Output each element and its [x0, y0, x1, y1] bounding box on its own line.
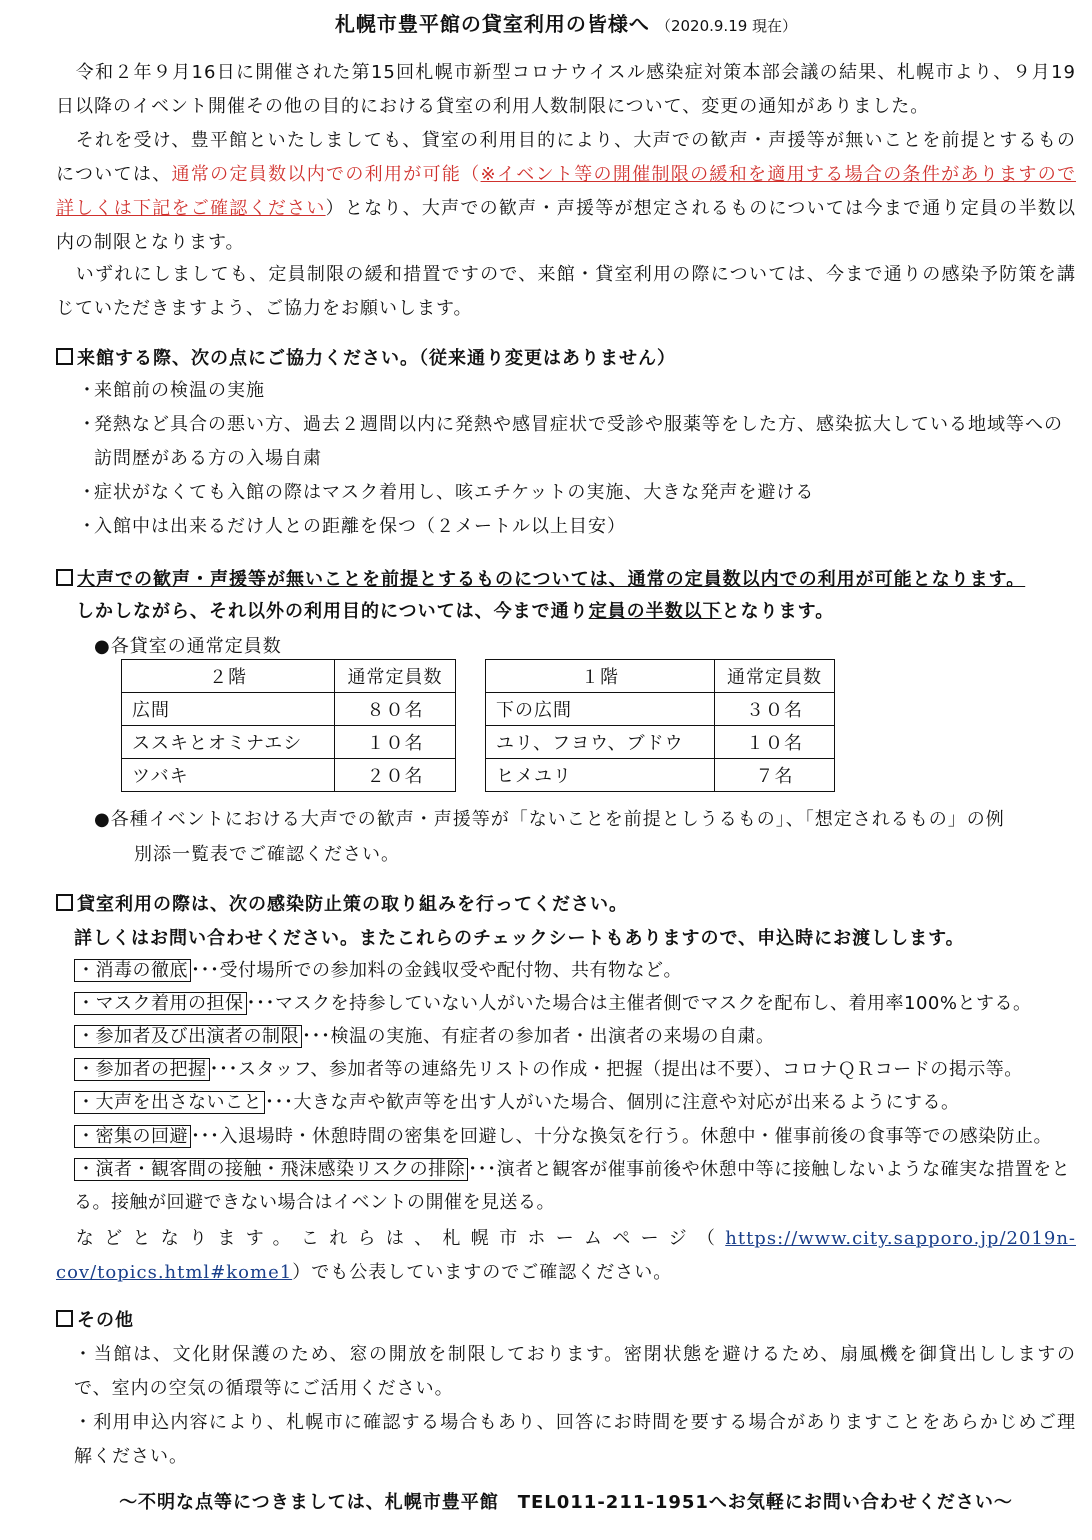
measure-label: ・マスク着用の担保: [74, 992, 247, 1015]
closing-text-b: ）でも公表していますのでご確認ください。: [292, 1262, 673, 1283]
list-item-text: 症状がなくても入館の際はマスク着用し、咳エチケットの実施、大きな発声を避ける: [94, 482, 815, 503]
measure-item: [74, 1120, 1076, 1153]
capacity-table-1f: [485, 659, 835, 792]
room-name: 広間: [122, 693, 335, 726]
section3-heading-text: 貸室利用の際は、次の感染防止策の取り組みを行ってください。: [77, 894, 628, 915]
room-capacity: １０名: [335, 726, 456, 759]
measure-item: [74, 1153, 1076, 1219]
intro-p2-text-a: それを受け、豊平館といたしましても、貸室の利用目的により、大声での歓声・声援等が無いことを前提とするものについては、: [56, 130, 1076, 185]
closing-text-a: などとなります。これらは、札幌市ホームページ（: [75, 1228, 726, 1249]
section2-heading: [56, 565, 1025, 591]
date-note: （2020.9.19 現在）: [655, 17, 798, 35]
measure-label: ・演者・観客間の接触・飛沫感染リスクの排除: [74, 1158, 468, 1181]
section3-subheading: 詳しくはお問い合わせください。またこれらのチェックシートもありますので、申込時にお渡しします。: [74, 928, 965, 949]
section4-heading: [56, 1306, 134, 1332]
measure-label: ・参加者及び出演者の制限: [74, 1025, 302, 1048]
other-item: ・利用申込内容により、札幌市に確認する場合もあり、回答にお時間を要する場合がありますことをあらかじめご理解ください。: [74, 1412, 1076, 1467]
measure-label: ・大声を出さないこと: [74, 1091, 265, 1114]
measure-label: ・消毒の徹底: [74, 959, 191, 982]
measure-text: ･･･受付場所での参加料の金銭収受や配付物、共有物など。: [191, 960, 682, 981]
contact-footer: ～不明な点等につきましては、札幌市豊平館 TEL011-211-1951へお気軽にお問い合わせください～: [119, 1492, 1013, 1513]
measure-text: ･･･演者と観客が催事前後や休憩中等に接触しないような確実な措置をとる。接触が回避できない場合はイベントの開催を見送る。: [74, 1159, 1071, 1213]
list-item-text: 入館中は出来るだけ人との距離を保つ（２メートル以上目安）: [94, 516, 626, 537]
room-capacity: ３０名: [715, 693, 835, 726]
section2-sub-text-a: しかしながら、それ以外の利用目的については、今まで通り: [76, 601, 589, 622]
measure-text: ･･･マスクを持参していない人がいた場合は主催者側でマスクを配布し、着用率100%とする。: [246, 993, 1032, 1014]
measure-text: ･･･検温の実施、有症者の参加者・出演者の来場の自粛。: [302, 1026, 775, 1047]
table-header-cell: ２階: [122, 660, 335, 693]
capacity-label: ●各貸室の通常定員数: [94, 636, 282, 657]
section2-heading-text: 大声での歓声・声援等が無いことを前提とするものについては、通常の定員数以内での利用が可能となります。: [77, 569, 1026, 590]
measure-label: ・密集の回避: [74, 1125, 191, 1148]
list-item: ・ 来館前の検温の実施: [78, 374, 1076, 408]
measure-item: [74, 954, 1076, 987]
city-homepage-link[interactable]: https://www.city.sapporo.jp/2019n-cov/topics.html#kome1: [56, 1228, 1076, 1283]
page-title: [56, 8, 1076, 37]
table-header-row: [122, 660, 456, 693]
section2-sub-text-b: となります。: [721, 601, 835, 622]
event-examples-note-2: 別添一覧表でご確認ください。: [134, 844, 400, 865]
room-name: ツバキ: [122, 759, 335, 792]
measure-item: [74, 987, 1076, 1020]
checkbox-icon: [56, 348, 73, 365]
table-row: [122, 726, 456, 759]
other-item: ・当館は、文化財保護のため、窓の開放を制限しております。密閉状態を避けるため、扇風機を御貸出ししますので、室内の空気の循環等にご活用ください。: [74, 1344, 1076, 1399]
table-row: [486, 759, 835, 792]
intro-p2-red-underlined: ※イベント等の開催制限の緩和を適用する場合の条件がありますので詳しくは下記をご確認ください: [56, 164, 1077, 219]
list-item: ・ 症状がなくても入館の際はマスク着用し、咳エチケットの実施、大きな発声を避ける: [78, 476, 1076, 510]
list-item: ・ 入館中は出来るだけ人との距離を保つ（２メートル以上目安）: [78, 510, 1076, 544]
measure-text: ･･･入退場時・休憩時間の密集を回避し、十分な換気を行う。休憩中・催事前後の食事等での感染防止。: [191, 1126, 1052, 1147]
room-name: 下の広間: [486, 693, 715, 726]
section3-heading: [56, 890, 628, 916]
table-header-cell: 通常定員数: [715, 660, 835, 693]
measure-item: [74, 1086, 1076, 1119]
room-name: ヒメユリ: [486, 759, 715, 792]
section2-sub-underlined: 定員の半数以下: [588, 601, 722, 622]
checkbox-icon: [56, 1310, 73, 1327]
intro-paragraph-2: [56, 124, 1076, 260]
room-capacity: ２０名: [335, 759, 456, 792]
section4-heading-text: その他: [77, 1310, 134, 1331]
intro-paragraph-1: 令和２年９月16日に開催された第15回札幌市新型コロナウイスル感染症対策本部会議の結果、札幌市より、９月19日以降のイベント開催その他の目的における貸室の利用人数制限について、変更の通知がありました。: [56, 62, 1076, 117]
measure-item: [74, 1053, 1076, 1086]
table-header-cell: １階: [486, 660, 715, 693]
title-text: 札幌市豊平館の貸室利用の皆様へ: [334, 12, 650, 36]
table-header-row: [486, 660, 835, 693]
intro-p2-text-b: ）となり、大声での歓声・声援等が想定されるものについては今まで通り定員の半数以内の制限となります。: [56, 198, 1077, 253]
list-item: ・ 発熱など具合の悪い方、過去２週間以内に発熱や感冒症状で受診や服薬等をした方、感染拡大している地域等への訪問歴がある方の入場自粛: [78, 408, 1076, 476]
measure-text: ･･･スタッフ、参加者等の連絡先リストの作成・把握（提出は不要）、コロナＱＲコードの掲示等。: [209, 1059, 1023, 1080]
room-name: ユリ、フヨウ、ブドウ: [486, 726, 715, 759]
room-name: ススキとオミナエシ: [122, 726, 335, 759]
checkbox-icon: [56, 569, 73, 586]
measure-text: ･･･大きな声や歓声等を出す人がいた場合、個別に注意や対応が出来るようにする。: [265, 1092, 960, 1113]
list-item-text: 来館前の検温の実施: [94, 380, 265, 401]
room-capacity: ８０名: [335, 693, 456, 726]
section1-heading-text: 来館する際、次の点にご協力ください。（従来通り変更はありません）: [77, 348, 676, 369]
intro-p2-red-text: 通常の定員数以内での利用が可能（: [171, 164, 481, 185]
section3-closing: [56, 1222, 1076, 1290]
table-header-cell: 通常定員数: [335, 660, 456, 693]
measure-label: ・参加者の把握: [74, 1058, 210, 1081]
section2-subheading: [76, 597, 834, 623]
capacity-table-2f: [121, 659, 456, 792]
intro-paragraph-3: いずれにしましても、定員制限の緩和措置ですので、来館・貸室利用の際については、今まで通りの感染予防策を講じていただきますよう、ご協力をお願いします。: [56, 264, 1076, 319]
measure-item: [74, 1020, 1076, 1053]
room-capacity: １０名: [715, 726, 835, 759]
table-row: [122, 693, 456, 726]
section1-heading: [56, 344, 676, 370]
list-item-text: 発熱など具合の悪い方、過去２週間以内に発熱や感冒症状で受診や服薬等をした方、感染拡大している地域等への訪問歴がある方の入場自粛: [94, 414, 1063, 469]
table-row: [486, 693, 835, 726]
event-examples-note: ●各種イベントにおける大声での歓声・声援等が「ないことを前提としうるもの」、「想定されるもの」の例: [94, 809, 1005, 830]
table-row: [122, 759, 456, 792]
table-row: [486, 726, 835, 759]
room-capacity: ７名: [715, 759, 835, 792]
checkbox-icon: [56, 894, 73, 911]
